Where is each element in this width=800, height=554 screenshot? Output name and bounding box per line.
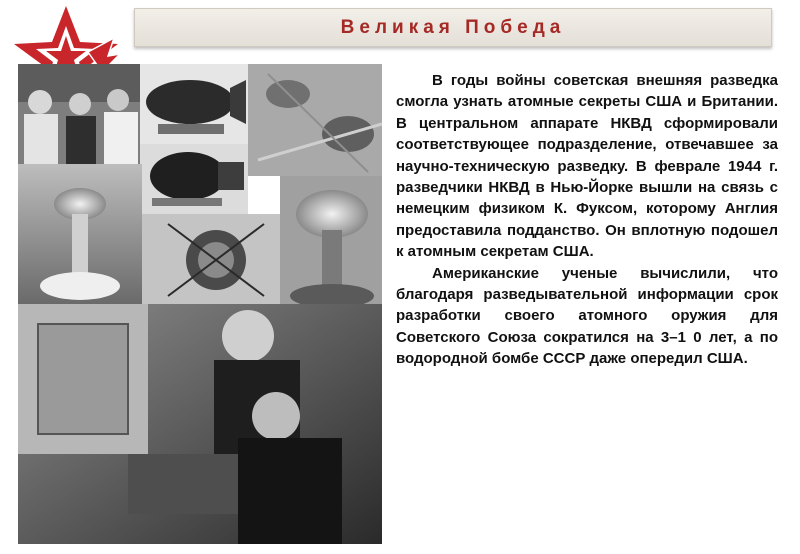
photo-mushroom-cloud-left <box>18 164 142 304</box>
page-title: Великая Победа <box>340 16 566 38</box>
photo-aerial-test-site <box>248 64 382 176</box>
paragraph-1: В годы войны советская внешняя разведка смогла узнать атомные секреты США и Британии. В центральном аппарате НКВД сформировали соответствующее подразделение, отвечавшее за научно-техническую разведку. В феврале 1944 г. разведчики НКВД в Нью-Йорке вышли на связь с немецким физиком К. Фуксом, которому Англия предоставила подданство. Он вплотную подошел к атомным секретам США. <box>396 72 778 261</box>
photo-mushroom-cloud-right <box>280 176 382 310</box>
paragraph-2: Американские ученые вычислили, что благодаря разведывательной информации срок разработки своего атомного оружия для Советского Союза сократился на 3–1 0 лет, а по водородной бомбе СССР даже опередил США. <box>396 264 778 368</box>
article-text <box>396 70 778 370</box>
photo-leaders-meeting <box>18 64 140 164</box>
photo-nuclear-device <box>142 214 280 304</box>
photo-atomic-bomb-1 <box>140 64 248 144</box>
photo-atomic-bomb-2 <box>140 144 248 214</box>
historical-photo-collage <box>18 64 382 544</box>
photo-scientists-lab <box>18 304 382 544</box>
title-banner <box>134 8 772 47</box>
